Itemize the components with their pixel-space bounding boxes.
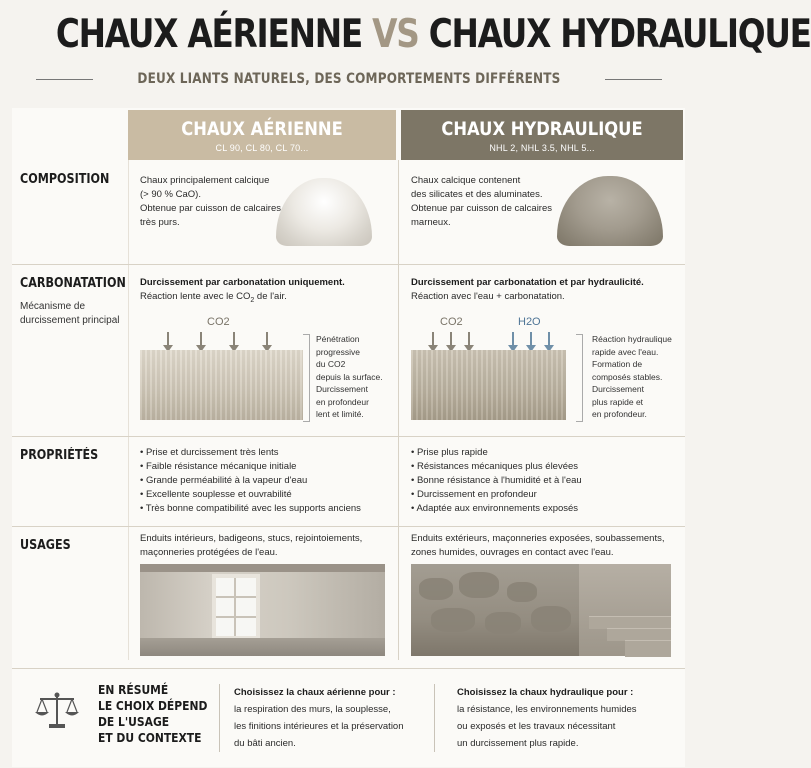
text-line: très purs. bbox=[140, 217, 180, 228]
note-line: lent et limité. bbox=[316, 409, 364, 419]
row-label-proprietes: PROPRIÉTÉS bbox=[20, 448, 99, 463]
title-left: CHAUX AÉRIENNE bbox=[55, 12, 363, 57]
subtitle-row bbox=[36, 68, 662, 90]
interior-room-photo bbox=[140, 564, 385, 656]
text-line: Enduits intérieurs, badigeons, stucs, rejointoiements, bbox=[140, 533, 363, 544]
bracket bbox=[303, 334, 310, 422]
list-item: • Très bonne compatibilité avec les supports anciens bbox=[140, 502, 361, 516]
list-item: • Prise plus rapide bbox=[411, 446, 582, 460]
bracket bbox=[576, 334, 583, 422]
note-line: du CO2 bbox=[316, 359, 346, 369]
proprietes-hydraulique-list bbox=[411, 446, 582, 516]
balance-scale-icon bbox=[34, 690, 80, 730]
summary-title-line: LE CHOIX DÉPEND bbox=[98, 698, 208, 713]
text-line: marneux. bbox=[411, 217, 451, 228]
ceiling-beam bbox=[140, 564, 385, 572]
arrow-down-icon bbox=[432, 332, 434, 346]
note-line: Pénétration bbox=[316, 334, 360, 344]
subtitle: DEUX LIANTS NATURELS, DES COMPORTEMENTS DIFFÉRENTS bbox=[137, 71, 561, 87]
subscript: 2 bbox=[250, 296, 255, 304]
arrow-down-icon bbox=[167, 332, 169, 346]
text-line: Obtenue par cuisson de calcaires bbox=[411, 203, 552, 214]
floor bbox=[140, 638, 385, 656]
note-line: plus rapide et bbox=[592, 396, 644, 407]
lime-mortar-cross-section bbox=[140, 350, 303, 420]
text-line: Chaux calcique contenent bbox=[411, 175, 521, 186]
arrow-down-icon bbox=[450, 332, 452, 346]
list-item: • Résistances mécaniques plus élevées bbox=[411, 460, 582, 474]
water-arrow-down-icon bbox=[512, 332, 514, 346]
column-name-hydraulique: CHAUX HYDRAULIQUE bbox=[441, 118, 643, 140]
text-line: maçonneries protégées de l'eau. bbox=[140, 547, 278, 558]
water-arrow-down-icon bbox=[530, 332, 532, 346]
column-name-aerienne: CHAUX AÉRIENNE bbox=[181, 118, 343, 140]
summary-hydraulique bbox=[457, 684, 637, 752]
text-line: des silicates et des aluminates. bbox=[411, 189, 543, 200]
summary-title bbox=[98, 682, 207, 746]
carbonatation-hydraulique-note bbox=[592, 333, 672, 421]
text-line: (> 90 % CaO). bbox=[140, 189, 201, 200]
note-line: rapide avec l'eau. bbox=[592, 346, 659, 357]
summary-line: la respiration des murs, la souplesse, bbox=[234, 704, 391, 715]
summary-line: les finitions intérieures et la préservation bbox=[234, 721, 404, 732]
hydraulic-mortar-cross-section bbox=[411, 350, 566, 420]
text-line: zones humides, ouvrages en contact avec l'eau. bbox=[411, 547, 614, 558]
stone-wall-photo bbox=[411, 564, 671, 656]
summary-line: du bâti ancien. bbox=[234, 738, 296, 749]
note-line: en profondeur bbox=[316, 396, 369, 407]
summary-line: ou exposés et les travaux nécessitant bbox=[457, 721, 616, 732]
subtitle-rule-left bbox=[36, 79, 93, 80]
row-divider bbox=[12, 436, 685, 437]
list-item: • Grande perméabilité à la vapeur d'eau bbox=[140, 474, 361, 488]
composition-hydraulique-text bbox=[411, 174, 552, 230]
summary-divider bbox=[434, 684, 435, 752]
text-line: Chaux principalement calcique bbox=[140, 175, 270, 186]
page-title bbox=[55, 12, 811, 57]
stone-step bbox=[625, 640, 671, 657]
carbonatation-aerienne-text bbox=[140, 276, 345, 308]
column-codes-hydraulique: NHL 2, NHL 3.5, NHL 5... bbox=[489, 143, 595, 153]
row-label-carbonatation: CARBONATATION bbox=[20, 276, 126, 291]
list-item: • Durcissement en profondeur bbox=[411, 488, 582, 502]
summary-line: un durcissement plus rapide. bbox=[457, 738, 579, 749]
column-divider-left bbox=[128, 160, 129, 660]
column-codes-aerienne: CL 90, CL 80, CL 70... bbox=[215, 143, 309, 153]
row-label-composition: COMPOSITION bbox=[20, 172, 110, 187]
row-label-usages: USAGES bbox=[20, 538, 71, 553]
composition-aerienne-text bbox=[140, 174, 281, 230]
column-divider-center bbox=[398, 160, 399, 660]
co2-label: CO2 bbox=[440, 316, 463, 328]
column-header-hydraulique bbox=[401, 110, 683, 160]
list-item: • Adaptée aux environnements exposés bbox=[411, 502, 582, 516]
h2o-label: H2O bbox=[518, 316, 541, 328]
title-vs: VS bbox=[372, 12, 419, 57]
row-sublabel-carbonatation: Mécanisme de durcissement principal bbox=[20, 301, 120, 326]
list-item: • Bonne résistance à l'humidité et à l'eau bbox=[411, 474, 582, 488]
list-item: • Faible résistance mécanique initiale bbox=[140, 460, 361, 474]
window bbox=[212, 574, 260, 640]
subtitle-rule-right bbox=[605, 79, 662, 80]
arrow-down-icon bbox=[200, 332, 202, 346]
title-right: CHAUX HYDRAULIQUE bbox=[428, 12, 811, 57]
row-divider bbox=[12, 264, 685, 265]
carbonatation-aerienne-heading: Durcissement par carbonatation uniquement. bbox=[140, 277, 345, 288]
arrow-down-icon bbox=[233, 332, 235, 346]
summary-aerienne-heading: Choisissez la chaux aérienne pour : bbox=[234, 687, 396, 698]
text-line: Obtenue par cuisson de calcaires bbox=[140, 203, 281, 214]
summary-hydraulique-heading: Choisissez la chaux hydraulique pour : bbox=[457, 687, 634, 698]
co2-label: CO2 bbox=[207, 316, 230, 328]
text-line: Enduits extérieurs, maçonneries exposées, soubassements, bbox=[411, 533, 665, 544]
text-fragment: de l'air. bbox=[254, 291, 287, 302]
carbonatation-aerienne-line bbox=[140, 290, 345, 308]
carbonatation-hydraulique-line: Réaction avec l'eau + carbonatation. bbox=[411, 291, 565, 302]
summary-title-line: DE L'USAGE bbox=[98, 714, 170, 729]
water-arrow-down-icon bbox=[548, 332, 550, 346]
row-divider bbox=[12, 526, 685, 527]
summary-aerienne bbox=[234, 684, 404, 752]
usages-aerienne-text bbox=[140, 532, 362, 560]
summary-title-line: EN RÉSUMÉ bbox=[98, 682, 169, 697]
carbonatation-hydraulique-text bbox=[411, 276, 644, 304]
list-item: • Prise et durcissement très lents bbox=[140, 446, 361, 460]
list-item: • Excellente souplesse et ouvrabilité bbox=[140, 488, 361, 502]
carbonatation-aerienne-note bbox=[316, 333, 383, 421]
summary-line: la résistance, les environnements humides bbox=[457, 704, 637, 715]
summary-divider bbox=[219, 684, 220, 752]
note-line: en profondeur. bbox=[592, 409, 647, 419]
note-line: Réaction hydraulique bbox=[592, 334, 672, 344]
text-fragment: Réaction lente avec le CO bbox=[140, 291, 251, 302]
note-line: Formation de bbox=[592, 359, 643, 369]
usages-hydraulique-text bbox=[411, 532, 664, 560]
note-line: depuis la surface. bbox=[316, 371, 383, 382]
note-line: progressive bbox=[316, 346, 360, 357]
arrow-down-icon bbox=[468, 332, 470, 346]
note-line: Durcissement bbox=[592, 384, 644, 394]
carbonatation-hydraulique-heading: Durcissement par carbonatation et par hydraulicité. bbox=[411, 277, 644, 288]
proprietes-aerienne-list bbox=[140, 446, 361, 516]
arrow-down-icon bbox=[266, 332, 268, 346]
note-line: Durcissement bbox=[316, 384, 368, 394]
column-header-aerienne bbox=[128, 110, 396, 160]
note-line: composés stables. bbox=[592, 371, 663, 382]
summary-title-line: ET DU CONTEXTE bbox=[98, 730, 202, 745]
